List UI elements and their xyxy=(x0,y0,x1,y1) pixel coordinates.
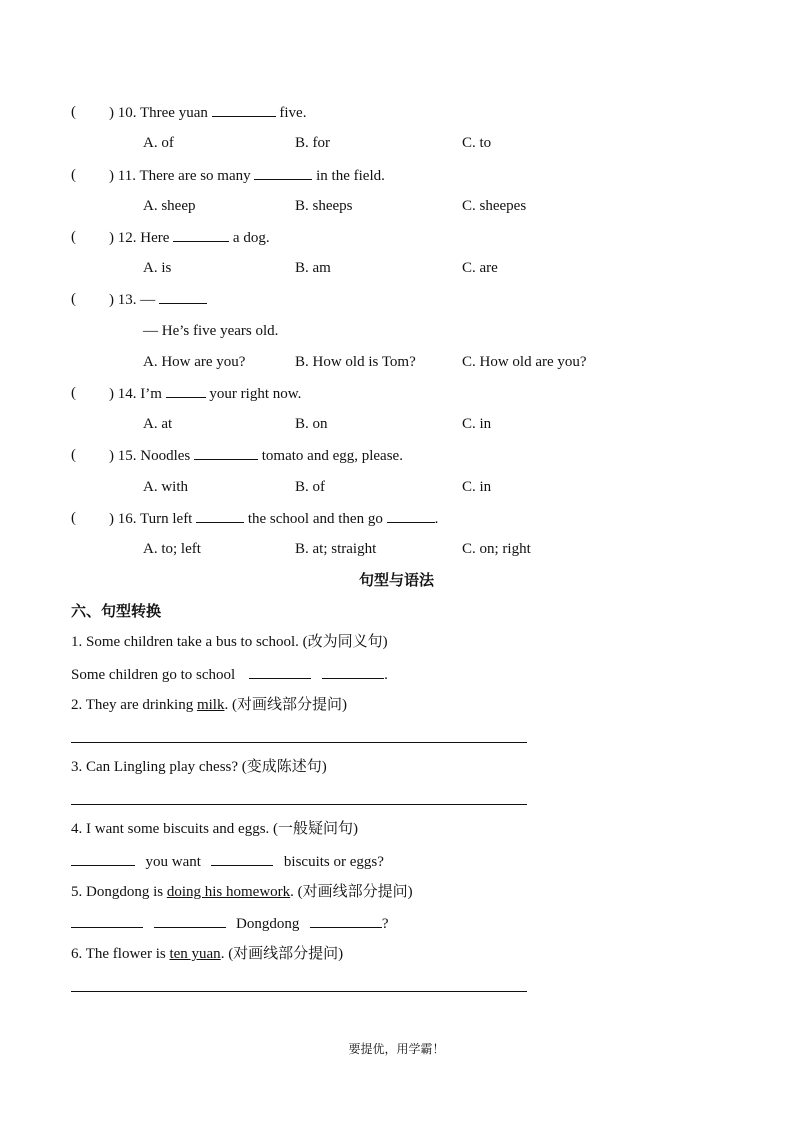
answer-line[interactable] xyxy=(71,804,527,805)
option-b[interactable]: B. am xyxy=(295,260,331,276)
underlined-part: ten yuan xyxy=(169,946,221,962)
answer-paren: ( xyxy=(71,167,76,183)
answer-paren: ( xyxy=(71,447,76,463)
answer-blank[interactable] xyxy=(71,914,143,928)
option-c[interactable]: C. on; right xyxy=(462,541,531,557)
answer-blank[interactable] xyxy=(166,384,206,398)
option-b[interactable]: B. on xyxy=(295,416,328,432)
question-stem: ) 15. Noodles tomato and egg, please. xyxy=(109,448,403,464)
underlined-part: milk xyxy=(196,697,225,713)
answer-paren: ( xyxy=(71,104,76,120)
answer-blank[interactable] xyxy=(254,166,312,180)
answer-paren: ( xyxy=(71,291,76,307)
answer-paren: ( xyxy=(71,385,76,401)
transform-q4-answer: you want biscuits or eggs? xyxy=(71,852,384,871)
page-footer: 要提优，用学霸！ xyxy=(348,1042,445,1056)
option-b[interactable]: B. of xyxy=(295,479,325,495)
answer-blank[interactable] xyxy=(310,914,382,928)
question-stem: ) 16. Turn left the school and then go . xyxy=(109,511,439,527)
option-b[interactable]: B. at; straight xyxy=(295,541,377,557)
answer-blank[interactable] xyxy=(322,665,384,679)
option-c[interactable]: C. in xyxy=(462,479,492,495)
option-a[interactable]: A. of xyxy=(143,135,174,151)
answer-paren: ( xyxy=(71,510,76,526)
answer-blank[interactable] xyxy=(387,509,435,523)
option-c[interactable]: C. How old are you? xyxy=(462,354,587,370)
option-c[interactable]: C. are xyxy=(462,260,498,276)
answer-line[interactable] xyxy=(71,742,527,743)
transform-q5: 5. Dongdong is doing his homework. (对画线部分提问) xyxy=(71,884,413,900)
option-a[interactable]: A. sheep xyxy=(143,198,196,214)
transform-q1: 1. Some children take a bus to school. (改为同义句) xyxy=(71,634,388,650)
transform-q1-answer: Some children go to school . xyxy=(71,667,388,683)
option-b[interactable]: B. for xyxy=(295,135,330,151)
transform-q2: 2. They are drinking milk. (对画线部分提问) xyxy=(71,697,347,713)
question-stem: ) 12. Here a dog. xyxy=(109,230,270,246)
question-stem: ) 10. Three yuan five. xyxy=(109,105,307,121)
dialogue-reply: — He’s five years old. xyxy=(143,323,279,339)
answer-paren: ( xyxy=(71,229,76,245)
answer-blank[interactable] xyxy=(211,852,273,866)
answer-blank[interactable] xyxy=(196,509,244,523)
answer-blank[interactable] xyxy=(71,852,135,866)
option-b[interactable]: B. How old is Tom? xyxy=(295,354,416,370)
answer-blank[interactable] xyxy=(154,914,226,928)
transform-q3: 3. Can Lingling play chess? (变成陈述句) xyxy=(71,759,327,775)
answer-blank[interactable] xyxy=(212,103,276,117)
answer-blank[interactable] xyxy=(194,446,258,460)
option-c[interactable]: C. to xyxy=(462,135,492,151)
transform-q6: 6. The flower is ten yuan. (对画线部分提问) xyxy=(71,946,344,962)
question-stem: ) 11. There are so many in the field. xyxy=(109,168,385,184)
transform-q5-answer: Dongdong ? xyxy=(71,914,389,933)
answer-blank[interactable] xyxy=(249,665,311,679)
part-title: 句型与语法 xyxy=(358,571,434,589)
option-a[interactable]: A. How are you? xyxy=(143,354,246,370)
answer-line[interactable] xyxy=(71,991,527,992)
answer-blank[interactable] xyxy=(159,290,207,304)
answer-blank[interactable] xyxy=(173,228,229,242)
transform-q4: 4. I want some biscuits and eggs. (一般疑问句) xyxy=(71,821,359,837)
option-c[interactable]: C. in xyxy=(462,416,492,432)
question-stem: ) 14. I’m your right now. xyxy=(109,386,302,402)
option-a[interactable]: A. with xyxy=(143,479,188,495)
question-stem: ) 13. — xyxy=(109,290,207,309)
option-a[interactable]: A. is xyxy=(143,260,172,276)
option-c[interactable]: C. sheepes xyxy=(462,198,527,214)
option-a[interactable]: A. to; left xyxy=(143,541,201,557)
section-title: 六、句型转换 xyxy=(71,602,162,620)
underlined-part: doing his homework xyxy=(166,884,291,900)
option-b[interactable]: B. sheeps xyxy=(295,198,353,214)
option-a[interactable]: A. at xyxy=(143,416,173,432)
